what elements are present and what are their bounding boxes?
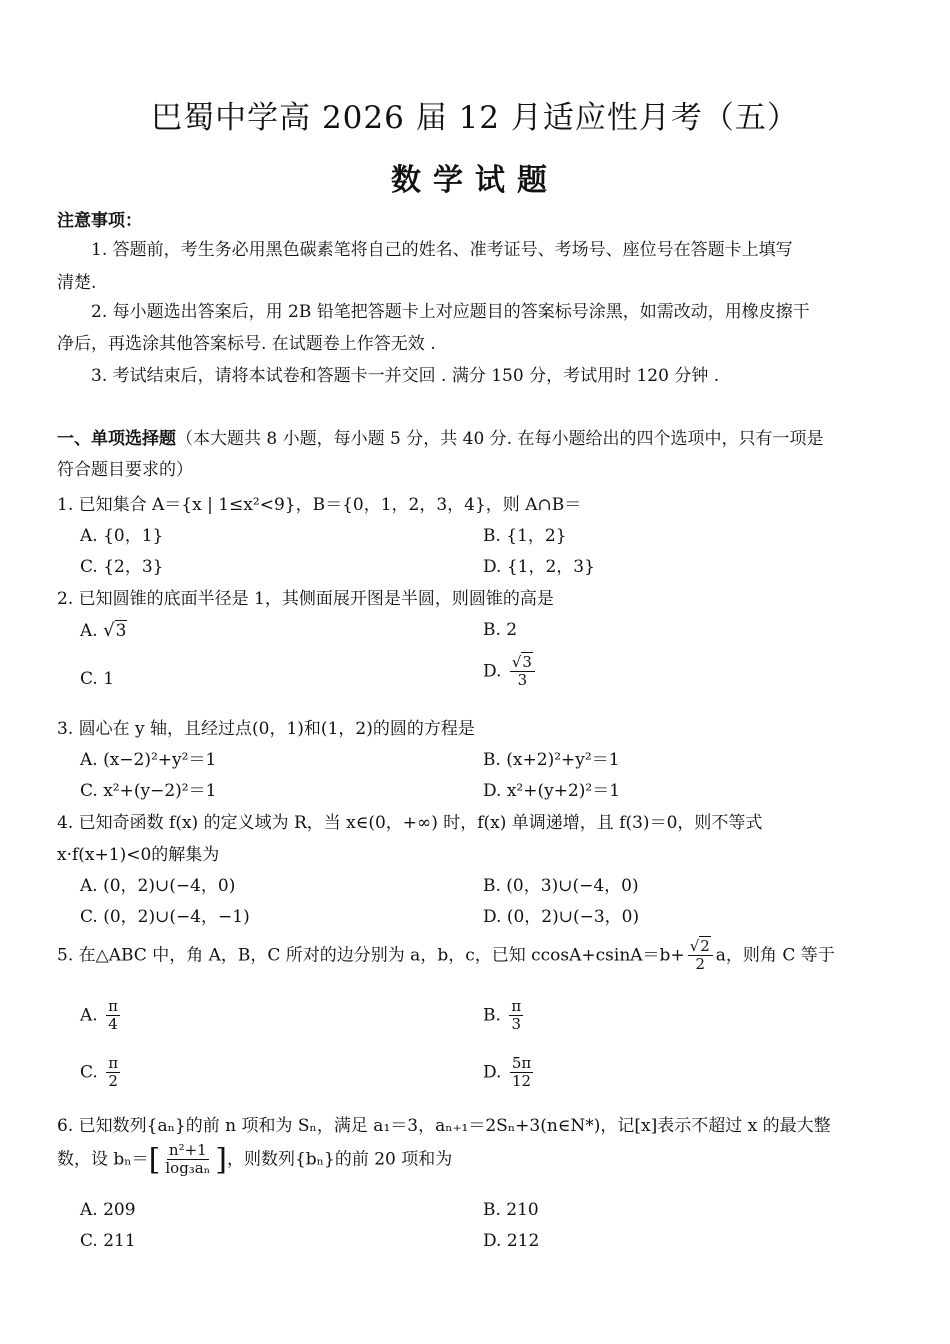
q5-option-c-fraction — [106, 1055, 120, 1091]
section-1-desc-1: （本大题共 8 小题，每小题 5 分，共 40 分. 在每小题给出的四个选项中，只有一项是 — [176, 429, 824, 449]
q4-stem-line-1: 4. 已知奇函数 f(x) 的定义域为 R，当 x∈(0，+∞) 时，f(x) 单调递增，且 f(3)＝0，则不等式 — [57, 813, 763, 833]
q1-option-c: C. {2，3} — [80, 557, 164, 577]
q1-option-a: A. {0，1} — [80, 526, 164, 546]
q6-option-b: B. 210 — [483, 1200, 539, 1220]
q5-option-a-label: A. — [80, 1005, 98, 1026]
floor-bracket-right-icon: ] — [215, 1142, 227, 1178]
q5-option-b-numerator: π — [511, 997, 522, 1015]
q5-option-d-fraction — [510, 1055, 533, 1091]
section-1-title: 一、单项选择题 — [57, 429, 176, 449]
q2-option-c: C. 1 — [80, 669, 115, 689]
q2-option-b: B. 2 — [483, 620, 518, 640]
notes-heading: 注意事项： — [57, 211, 142, 231]
section-1-heading — [57, 424, 902, 486]
sqrt-icon: √3 — [511, 653, 532, 671]
q6-stem-post: ，则数列{bₙ}的前 20 项和为 — [226, 1149, 453, 1170]
q5-option-a-denominator: 4 — [108, 1015, 118, 1034]
q5-option-d-numerator: 5π — [511, 1054, 532, 1072]
q2-option-a-radicand: 3 — [115, 621, 127, 641]
q5-option-a-numerator: π — [108, 997, 118, 1015]
q4-option-b: B. (0，3)∪(−4，0) — [483, 876, 639, 896]
q3-option-d: D. x²+(y+2)²＝1 — [483, 781, 621, 801]
q2-stem: 2. 已知圆锥的底面半径是 1，其侧面展开图是半圆，则圆锥的高是 — [57, 589, 554, 609]
q1-stem: 1. 已知集合 A＝{x | 1≤x²<9}，B＝{0，1，2，3，4}，则 A∩B＝ — [57, 495, 582, 515]
q5-option-b-fraction — [509, 998, 523, 1034]
q3-option-a: A. (x−2)²+y²＝1 — [80, 750, 217, 770]
q6-fraction-denominator: log₃aₙ — [165, 1159, 211, 1178]
exam-title: 巴蜀中学高 2026 届 12 月适应性月考（五） — [151, 100, 799, 136]
q5-stem-fraction-denominator: 2 — [695, 955, 706, 974]
q6-stem-line-2 — [57, 1142, 902, 1178]
q5-option-c-numerator: π — [108, 1054, 119, 1072]
note-2-line-2: 净后，再选涂其他答案标号. 在试题卷上作答无效 . — [57, 334, 436, 354]
q5-option-b-label: B. — [483, 1005, 501, 1026]
q5-stem-pre: 5. 在△ABC 中，角 A，B，C 所对的边分别为 a，b，c，已知 ccosA+csinA＝b+ — [57, 945, 685, 966]
q5-stem-fraction — [688, 938, 713, 974]
q6-fraction — [163, 1142, 212, 1178]
note-1-line-1: 1. 答题前，考生务必用黑色碳素笔将自己的姓名、准考证号、考场号、座位号在答题卡上填写 — [91, 240, 793, 260]
q5-option-b-denominator: 3 — [511, 1015, 522, 1034]
q4-option-c: C. (0，2)∪(−4，−1) — [80, 907, 250, 927]
q5-stem — [57, 938, 902, 974]
note-3: 3. 考试结束后，请将本试卷和答题卡一并交回 . 满分 150 分，考试用时 120 分钟 . — [91, 366, 720, 386]
q5-option-a-fraction — [106, 998, 120, 1034]
q5-stem-post: a，则角 C 等于 — [715, 945, 835, 966]
note-2-line-1: 2. 每小题选出答案后，用 2B 铅笔把答题卡上对应题目的答案标号涂黑，如需改动，用橡皮擦干 — [91, 302, 810, 322]
q2-option-d-label: D. — [483, 661, 502, 682]
q4-option-a: A. (0，2)∪(−4，0) — [80, 876, 236, 896]
section-1-desc-2: 符合题目要求的） — [57, 460, 193, 480]
q5-option-d-label: D. — [483, 1062, 502, 1083]
q6-option-d: D. 212 — [483, 1231, 540, 1251]
q6-stem-pre: 数，设 bₙ＝ — [57, 1149, 149, 1170]
q6-option-c: C. 211 — [80, 1231, 136, 1251]
page-footer-faint — [330, 1330, 630, 1340]
q2-option-d — [483, 654, 538, 690]
q5-option-b — [483, 998, 526, 1034]
q3-option-b: B. (x+2)²+y²＝1 — [483, 750, 620, 770]
q2-option-a — [80, 620, 127, 641]
sqrt-icon: √3 — [103, 620, 127, 641]
q5-option-a — [80, 998, 123, 1034]
q6-fraction-numerator: n²+1 — [168, 1141, 207, 1159]
q6-stem-line-1: 6. 已知数列{aₙ}的前 n 项和为 Sₙ，满足 a₁＝3，aₙ₊₁＝2Sₙ+3(n∈N*)，记[x]表示不超过 x 的最大整 — [57, 1116, 831, 1136]
q5-option-c-label: C. — [80, 1062, 98, 1083]
q5-option-d — [483, 1055, 536, 1091]
note-1-line-2: 清楚. — [57, 273, 97, 293]
q5-option-c — [80, 1055, 123, 1091]
q2-option-d-fraction — [510, 654, 535, 690]
q4-option-d: D. (0，2)∪(−3，0) — [483, 907, 640, 927]
q5-option-d-denominator: 12 — [512, 1072, 532, 1091]
sqrt-icon: √2 — [689, 937, 710, 955]
exam-subtitle: 数学试题 — [391, 163, 559, 198]
floor-bracket-left-icon: [ — [148, 1142, 161, 1178]
q5-option-c-denominator: 2 — [108, 1072, 118, 1091]
q2-option-d-numerator: 3 — [522, 653, 532, 671]
q1-option-d: D. {1，2，3} — [483, 557, 595, 577]
q3-option-c: C. x²+(y−2)²＝1 — [80, 781, 217, 801]
q2-option-a-label: A. — [80, 621, 98, 641]
q4-stem-line-2: x·f(x+1)<0的解集为 — [57, 845, 220, 865]
q3-stem: 3. 圆心在 y 轴，且经过点(0，1)和(1，2)的圆的方程是 — [57, 719, 475, 739]
q5-stem-fraction-numerator: 2 — [700, 937, 710, 955]
q6-option-a: A. 209 — [80, 1200, 136, 1220]
q1-option-b: B. {1，2} — [483, 526, 567, 546]
q2-option-d-denominator: 3 — [517, 671, 528, 690]
